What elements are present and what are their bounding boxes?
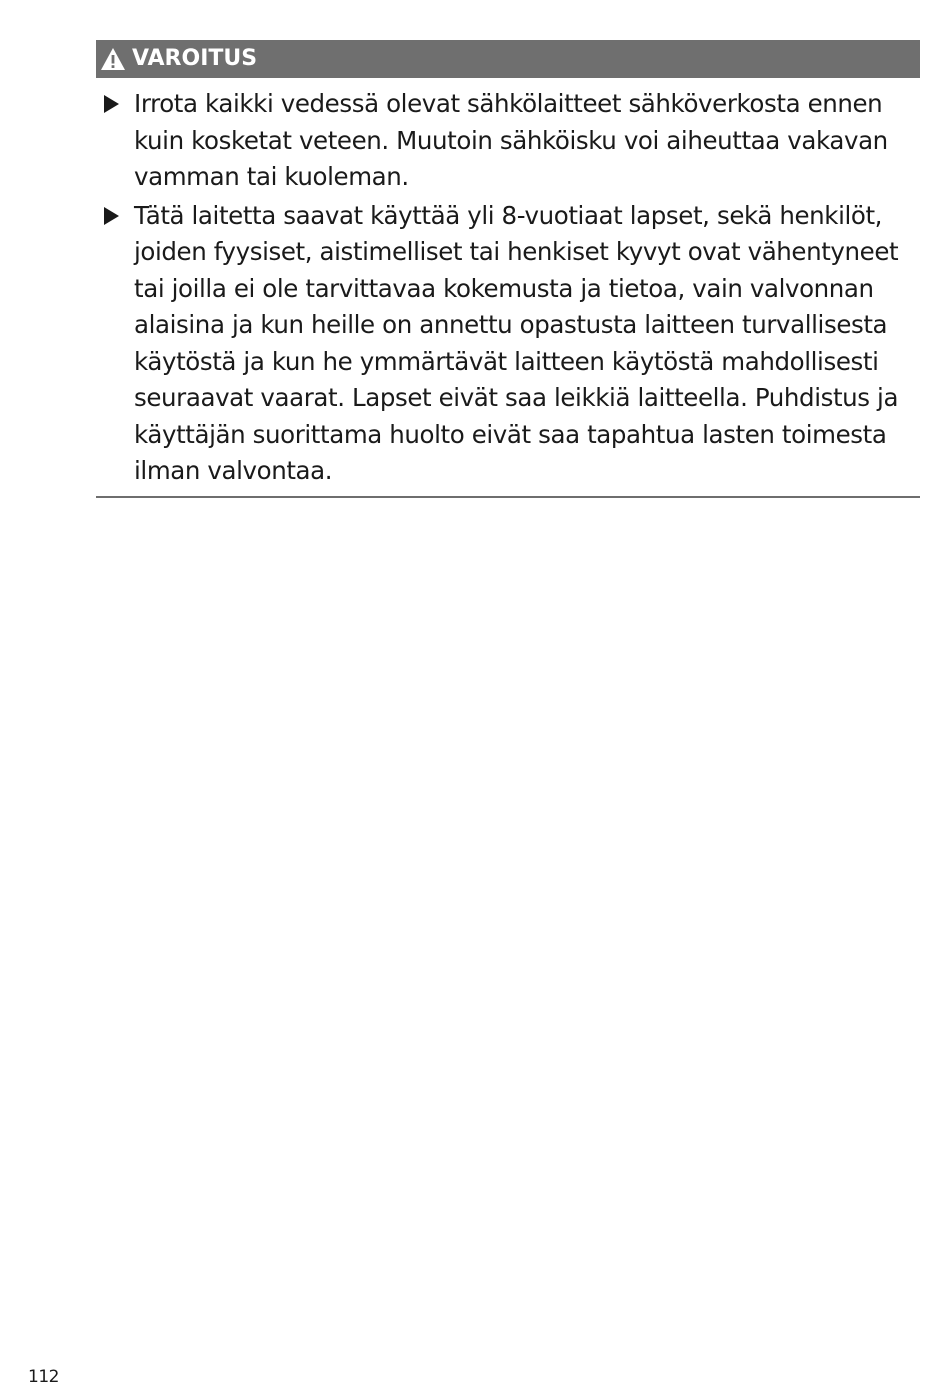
warning-header	[96, 40, 920, 78]
warning-item	[96, 198, 920, 490]
warning-title: VAROITUS	[132, 46, 258, 71]
page-number: 112	[28, 1367, 59, 1387]
warning-list	[96, 86, 920, 490]
bullet-arrow-icon	[104, 95, 119, 113]
warning-item	[96, 86, 920, 196]
warning-item-text: Tätä laitetta saavat käyttää yli 8-vuotiaat lapset, sekä henkilöt, joiden fyysiset, aistimelliset tai henkiset kyvyt ovat vähentyneet tai joilla ei ole tarvittavaa kokemusta ja tietoa, vain valvonnan alaisina ja kun heille on annettu opastusta laitteen turvallisesta käytöstä ja kun he ymmärtävät laitteen käytöstä mahdollisesti seuraavat vaarat. Lapset eivät saa leikkiä laitteella. Puhdistus ja käyttäjän suorittama huolto eivät saa tapahtua lasten toimesta ilman valvontaa.	[134, 200, 899, 485]
warning-box	[96, 40, 920, 498]
bullet-arrow-icon	[104, 207, 119, 225]
warning-item-text: Irrota kaikki vedessä olevat sähkölaitteet sähköverkosta ennen kuin kosketat veteen. Muutoin sähköisku voi aiheuttaa vakavan vamman tai kuoleman.	[134, 89, 888, 191]
warning-triangle-icon	[100, 46, 126, 72]
